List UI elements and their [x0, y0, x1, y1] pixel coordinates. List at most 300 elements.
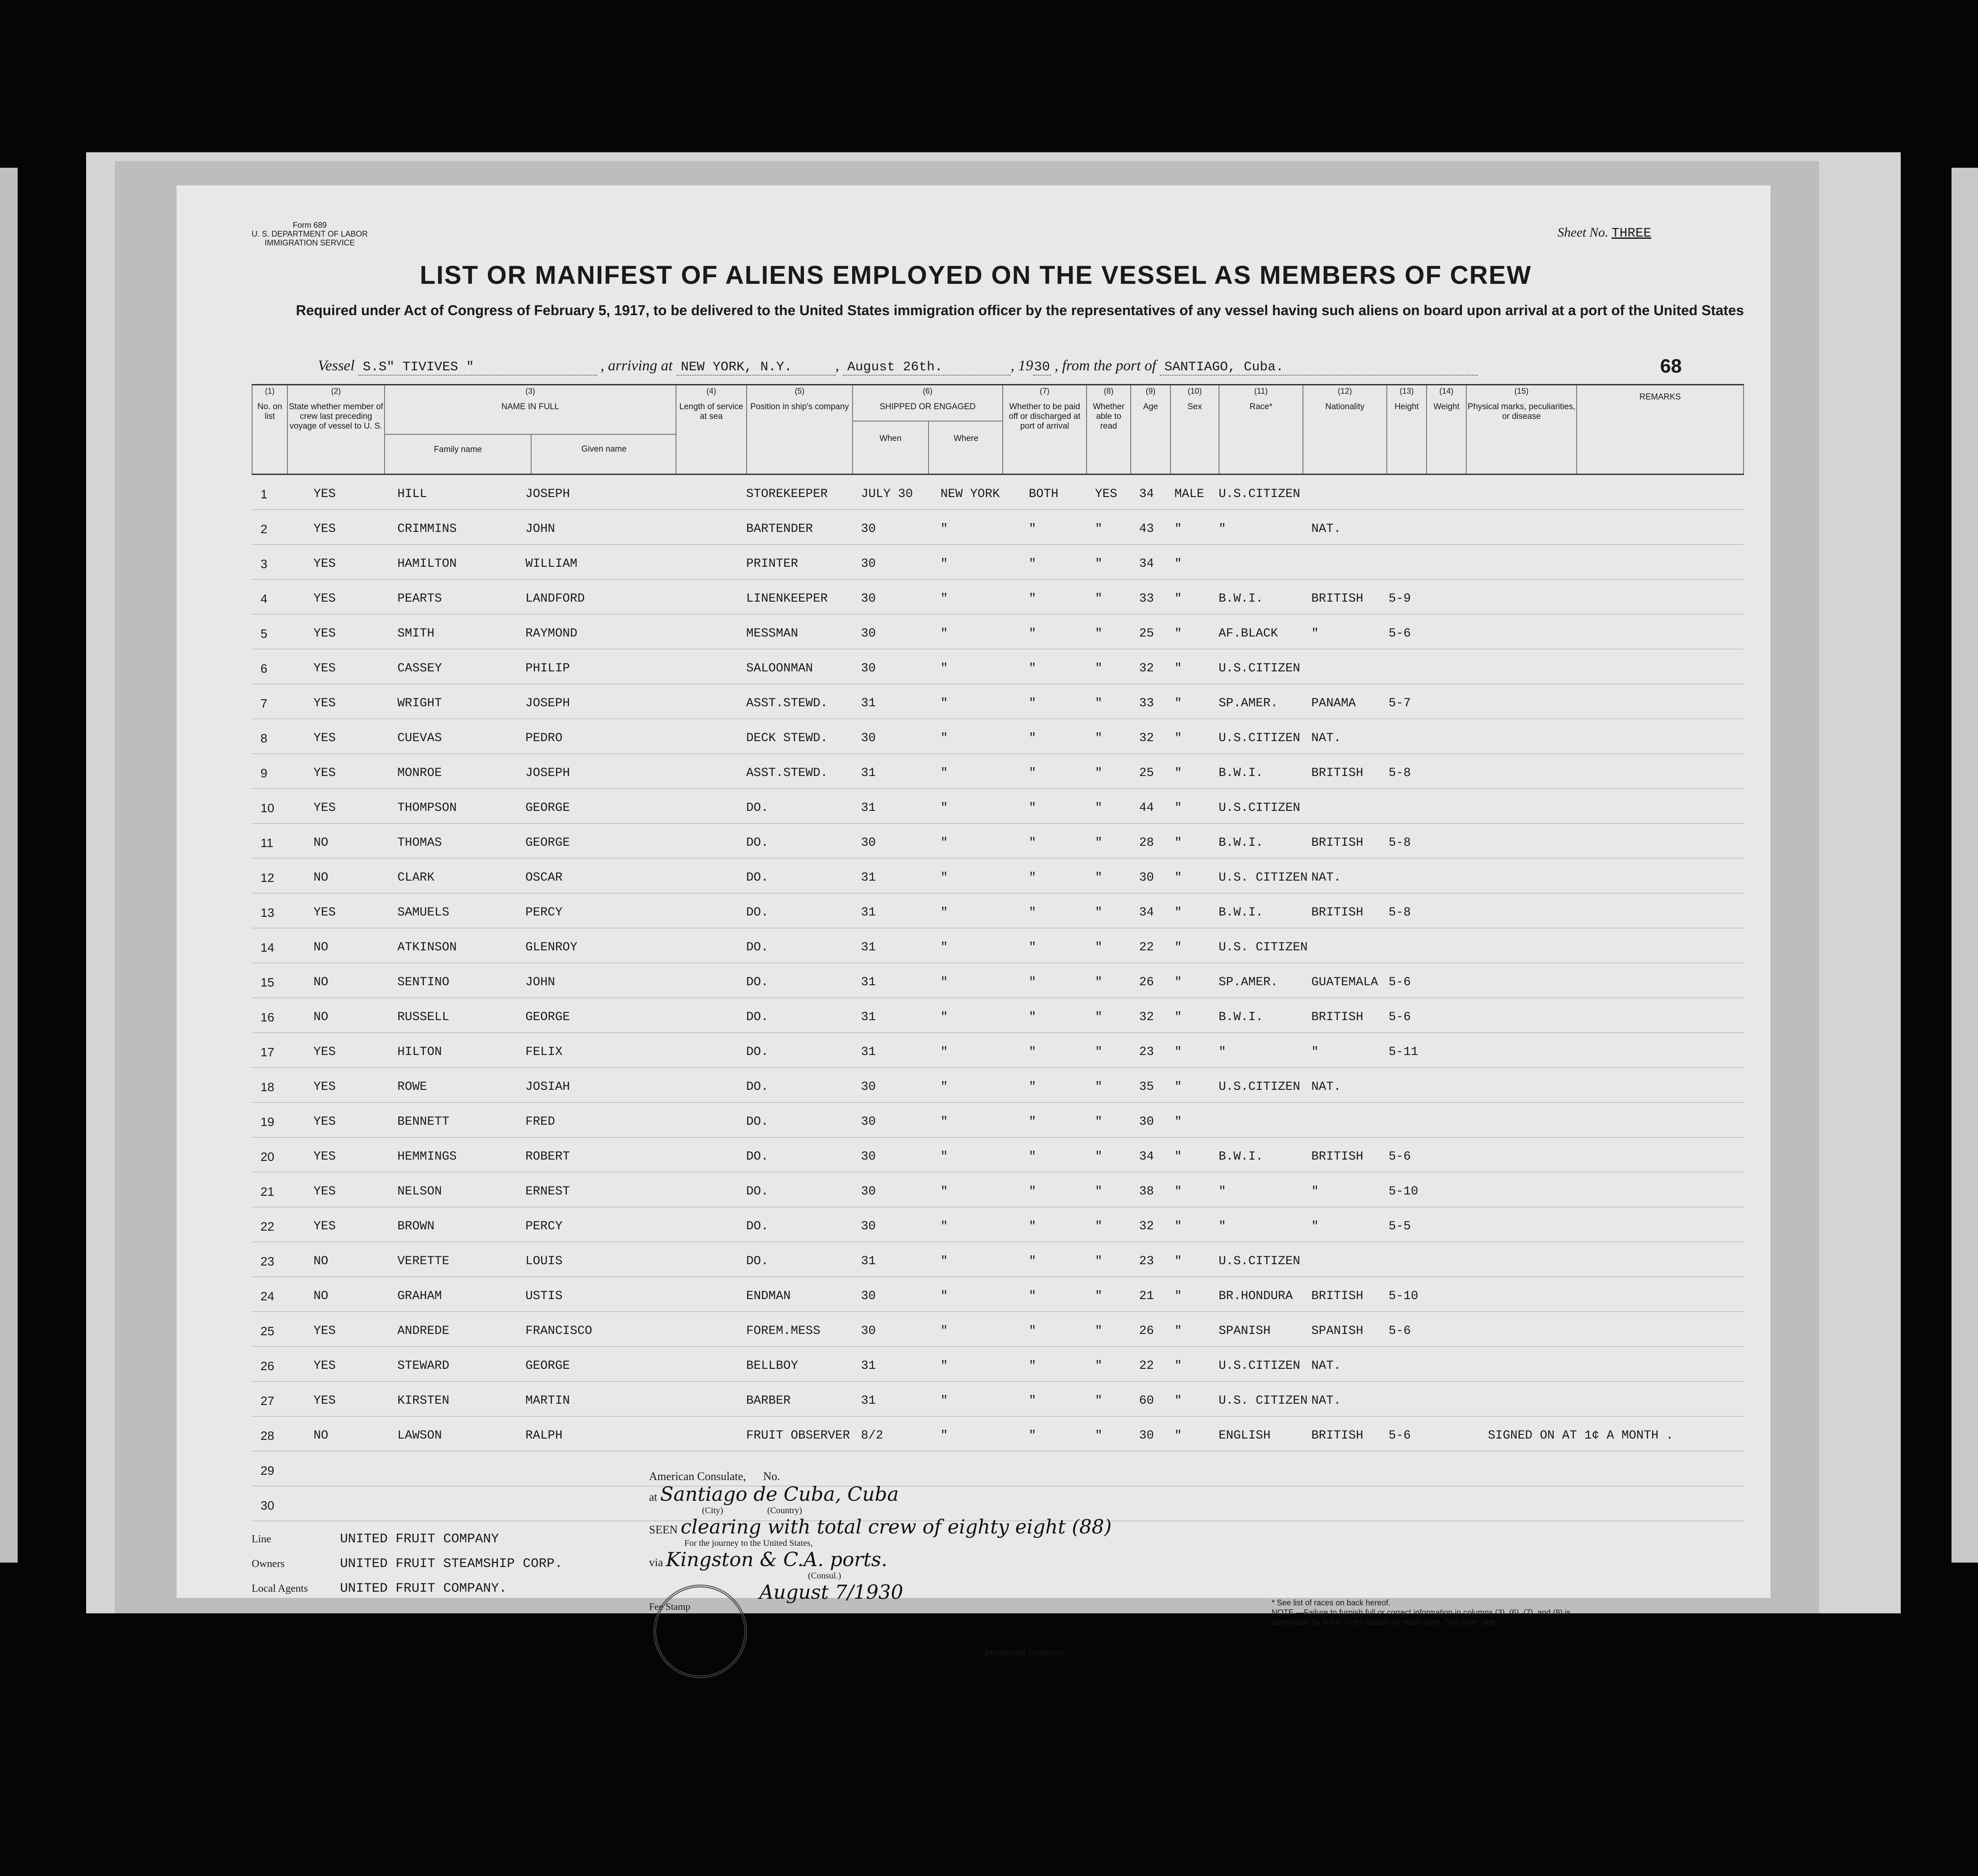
cell-when: 8/2: [861, 1429, 883, 1443]
table-row: [252, 1416, 1744, 1451]
cell-race: U.S.CITIZEN: [1219, 1080, 1300, 1094]
cell-age: 25: [1139, 766, 1154, 780]
cell-race: ": [1219, 522, 1226, 536]
cell-where: ": [940, 697, 948, 710]
cell-no: 21: [260, 1185, 275, 1198]
cell-prev: YES: [313, 522, 336, 536]
fee-stamp-label: Fee Stamp: [649, 1601, 691, 1612]
cell-given: ERNEST: [525, 1185, 570, 1198]
cell-height: 5-11: [1389, 1045, 1419, 1059]
cell-no: 30: [260, 1499, 275, 1512]
cell-read: ": [1095, 1010, 1102, 1024]
cell-sex: ": [1174, 522, 1182, 536]
manifest-form: [185, 194, 1766, 1658]
cell-paid: ": [1029, 1394, 1036, 1408]
cell-no: 4: [260, 592, 268, 606]
cell-race: U.S. CITIZEN: [1219, 1394, 1308, 1408]
cell-given: RAYMOND: [525, 627, 578, 640]
cell-where: ": [940, 1045, 948, 1059]
cell-height: 5-8: [1389, 906, 1411, 919]
cell-position: ASST.STEWD.: [746, 766, 828, 780]
cell-read: ": [1095, 1115, 1102, 1129]
cell-read: ": [1095, 1394, 1102, 1408]
cell-prev: NO: [313, 836, 328, 850]
cell-prev: YES: [313, 1185, 336, 1198]
cell-prev: YES: [313, 731, 336, 745]
cell-nat: BRITISH: [1311, 836, 1363, 850]
sheet-number: [1558, 225, 1652, 241]
cell-no: 25: [260, 1324, 275, 1338]
cell-race: AF.BLACK: [1219, 627, 1278, 640]
cell-given: PERCY: [525, 906, 563, 919]
cell-family: CLARK: [397, 871, 435, 885]
line-row: Line UNITED FRUIT COMPANY: [252, 1532, 499, 1547]
cell-where: ": [940, 592, 948, 606]
cell-height: 5-8: [1389, 766, 1411, 780]
cell-sex: ": [1174, 1185, 1182, 1198]
cell-age: 44: [1139, 801, 1154, 815]
cell-read: ": [1095, 976, 1102, 989]
cell-read: ": [1095, 697, 1102, 710]
cell-given: JOSEPH: [525, 697, 570, 710]
cell-age: 43: [1139, 522, 1154, 536]
cell-age: 33: [1139, 697, 1154, 710]
cell-nat: BRITISH: [1311, 1429, 1363, 1443]
adjacent-page-right: [1952, 168, 1978, 1563]
cell-where: ": [940, 1010, 948, 1024]
table-row: [252, 614, 1744, 649]
cell-remarks: SIGNED ON AT 1¢ A MONTH .: [1488, 1429, 1674, 1443]
cell-age: 30: [1139, 871, 1154, 885]
cell-when: 31: [861, 871, 876, 885]
cell-age: 28: [1139, 836, 1154, 850]
cell-no: 24: [260, 1289, 275, 1303]
cell-when: 30: [861, 836, 876, 850]
cell-when: 31: [861, 1394, 876, 1408]
cell-family: CUEVAS: [397, 731, 442, 745]
cell-when: 30: [861, 731, 876, 745]
table-row: [252, 545, 1744, 580]
cell-family: WRIGHT: [397, 697, 442, 710]
cell-family: SAMUELS: [397, 906, 449, 919]
table-row: [252, 754, 1744, 789]
cell-where: ": [940, 557, 948, 571]
cell-paid: ": [1029, 662, 1036, 675]
cell-when: 30: [861, 1185, 876, 1198]
cell-sex: ": [1174, 906, 1182, 919]
cell-sex: ": [1174, 1115, 1182, 1129]
cell-paid: ": [1029, 1010, 1036, 1024]
cell-paid: ": [1029, 906, 1036, 919]
cell-where: ": [940, 1324, 948, 1338]
table-row: [252, 719, 1744, 754]
cell-position: LINENKEEPER: [746, 592, 828, 606]
cell-given: OSCAR: [525, 871, 563, 885]
col-nationality: (12) Nationality: [1302, 385, 1386, 474]
cell-sex: ": [1174, 1289, 1182, 1303]
cell-no: 5: [260, 627, 268, 640]
cell-no: 11: [260, 836, 274, 850]
cell-prev: YES: [313, 1150, 336, 1164]
cell-nat: NAT.: [1311, 1394, 1341, 1408]
col-length-service: (4) Length of service at sea: [676, 385, 746, 474]
cell-age: 38: [1139, 1185, 1154, 1198]
table-row: [252, 649, 1744, 684]
cell-paid: ": [1029, 976, 1036, 989]
cell-no: 1: [260, 487, 268, 501]
cell-sex: ": [1174, 1429, 1182, 1443]
col-sex: (10) Sex: [1170, 385, 1219, 474]
cell-read: ": [1095, 1150, 1102, 1164]
cell-read: ": [1095, 662, 1102, 675]
cell-age: 34: [1139, 906, 1154, 919]
cell-age: 26: [1139, 976, 1154, 989]
table-row: [252, 1033, 1744, 1068]
cell-race: B.W.I.: [1219, 766, 1263, 780]
cell-when: 30: [861, 1220, 876, 1233]
cell-given: FRANCISCO: [525, 1324, 593, 1338]
cell-position: DO.: [746, 1115, 769, 1129]
table-row: [252, 684, 1744, 719]
cell-where: ": [940, 662, 948, 675]
table-row: [252, 1103, 1744, 1138]
cell-position: DO.: [746, 906, 769, 919]
table-row: [252, 893, 1744, 928]
cell-read: ": [1095, 941, 1102, 954]
cell-paid: ": [1029, 766, 1036, 780]
arriving-value: NEW YORK, N.Y.: [676, 360, 835, 376]
cell-position: DO.: [746, 1080, 769, 1094]
cell-height: 5-6: [1389, 1150, 1411, 1164]
table-row: [252, 928, 1744, 963]
year-prefix: 19: [1018, 358, 1033, 374]
consulate-city: at Santiago de Cuba, Cuba: [649, 1483, 899, 1506]
cell-position: ENDMAN: [746, 1289, 791, 1303]
cell-prev: NO: [313, 871, 328, 885]
cell-race: SP.AMER.: [1219, 697, 1278, 710]
cell-family: VERETTE: [397, 1254, 449, 1268]
table-row: [252, 1138, 1744, 1172]
cell-read: ": [1095, 557, 1102, 571]
cell-where: ": [940, 906, 948, 919]
cell-where: ": [940, 731, 948, 745]
from-label: , from the port of: [1054, 358, 1156, 374]
cell-race: U.S. CITIZEN: [1219, 941, 1308, 954]
cell-when: 31: [861, 941, 876, 954]
cell-height: 5-9: [1389, 592, 1411, 606]
page-subtitle: Required under Act of Congress of February 5, 1917, to be delivered to the United States immigration officer by the representatives of any vessel having such aliens on board upon arrival at a port of the United States: [296, 302, 1744, 318]
cell-age: 23: [1139, 1254, 1154, 1268]
cell-age: 32: [1139, 1220, 1154, 1233]
cell-prev: NO: [313, 1254, 328, 1268]
cell-race: ": [1219, 1220, 1226, 1233]
vessel-value: S.S" TIVIVES ": [359, 360, 597, 376]
cell-sex: ": [1174, 1220, 1182, 1233]
cell-where: ": [940, 836, 948, 850]
cell-given: GEORGE: [525, 1359, 570, 1373]
cell-no: 2: [260, 522, 268, 536]
cell-prev: YES: [313, 1394, 336, 1408]
cell-prev: YES: [313, 906, 336, 919]
cell-sex: ": [1174, 1080, 1182, 1094]
cell-age: 32: [1139, 1010, 1154, 1024]
cell-given: JOSEPH: [525, 487, 570, 501]
table-row: [252, 1068, 1744, 1103]
cell-family: CASSEY: [397, 662, 442, 675]
col-remarks: REMARKS: [1576, 385, 1744, 474]
cell-where: ": [940, 801, 948, 815]
cell-sex: MALE: [1174, 487, 1204, 501]
cell-no: 18: [260, 1080, 275, 1094]
cell-prev: NO: [313, 976, 328, 989]
cell-read: ": [1095, 1185, 1102, 1198]
cell-no: 3: [260, 557, 268, 571]
cell-where: NEW YORK: [940, 487, 1000, 501]
cell-position: BELLBOY: [746, 1359, 798, 1373]
cell-family: LAWSON: [397, 1429, 442, 1443]
table-row: [252, 475, 1744, 510]
cell-family: HEMMINGS: [397, 1150, 457, 1164]
cell-read: YES: [1095, 487, 1117, 501]
cell-given: JOSEPH: [525, 766, 570, 780]
table-row: [252, 580, 1744, 614]
cell-no: 10: [260, 801, 275, 815]
adjacent-page-left: [0, 168, 18, 1563]
cell-family: ROWE: [397, 1080, 427, 1094]
cell-no: 15: [260, 976, 275, 989]
cell-paid: ": [1029, 1359, 1036, 1373]
cell-prev: YES: [313, 627, 336, 640]
consul-label: (Consul.): [808, 1571, 841, 1581]
cell-read: ": [1095, 1080, 1102, 1094]
table-row: [252, 859, 1744, 893]
cell-paid: ": [1029, 1080, 1036, 1094]
cell-paid: ": [1029, 871, 1036, 885]
cell-given: GEORGE: [525, 1010, 570, 1024]
cell-read: ": [1095, 836, 1102, 850]
cell-read: ": [1095, 522, 1102, 536]
cell-read: ": [1095, 1254, 1102, 1268]
cell-sex: ": [1174, 801, 1182, 815]
cell-position: DECK STEWD.: [746, 731, 828, 745]
cell-age: 26: [1139, 1324, 1154, 1338]
cell-family: PEARTS: [397, 592, 442, 606]
cell-read: ": [1095, 766, 1102, 780]
consulate-seal: [653, 1585, 747, 1678]
cell-family: GRAHAM: [397, 1289, 442, 1303]
cell-sex: ": [1174, 731, 1182, 745]
col-previous-voyage: (2) State whether member of crew last preceding voyage of vessel to U. S.: [287, 385, 384, 474]
cell-nat: BRITISH: [1311, 1150, 1363, 1164]
cell-race: SP.AMER.: [1219, 976, 1278, 989]
cell-no: 14: [260, 941, 275, 954]
agents-row: Local Agents UNITED FRUIT COMPANY.: [252, 1581, 507, 1596]
cell-when: 30: [861, 627, 876, 640]
cell-height: 5-6: [1389, 1429, 1411, 1443]
cell-where: ": [940, 1220, 948, 1233]
cell-prev: NO: [313, 941, 328, 954]
cell-no: 27: [260, 1394, 275, 1408]
cell-family: NELSON: [397, 1185, 442, 1198]
cell-when: 30: [861, 557, 876, 571]
cell-prev: NO: [313, 1289, 328, 1303]
cell-position: DO.: [746, 976, 769, 989]
cell-prev: YES: [313, 801, 336, 815]
arrival-date: August 26th.: [843, 360, 1011, 376]
cell-no: 17: [260, 1045, 275, 1059]
cell-height: 5-8: [1389, 836, 1411, 850]
cell-read: ": [1095, 1429, 1102, 1443]
cell-sex: ": [1174, 941, 1182, 954]
form-header: [252, 221, 368, 247]
cell-position: DO.: [746, 1185, 769, 1198]
cell-when: 31: [861, 976, 876, 989]
table-row: [252, 1312, 1744, 1347]
cell-paid: ": [1029, 1220, 1036, 1233]
cell-read: ": [1095, 801, 1102, 815]
cell-prev: NO: [313, 1429, 328, 1443]
cell-read: ": [1095, 871, 1102, 885]
cell-given: ROBERT: [525, 1150, 570, 1164]
table-row: [252, 1172, 1744, 1207]
cell-prev: YES: [313, 1359, 336, 1373]
footer-block: [252, 1532, 562, 1606]
cell-prev: NO: [313, 1010, 328, 1024]
cell-when: 31: [861, 1010, 876, 1024]
cell-no: 29: [260, 1464, 275, 1477]
cell-family: ATKINSON: [397, 941, 457, 954]
cell-no: 12: [260, 871, 275, 885]
cell-no: 26: [260, 1359, 275, 1373]
cell-where: ": [940, 1289, 948, 1303]
col-read: (8) Whether able to read: [1086, 385, 1130, 474]
cell-nat: PANAMA: [1311, 697, 1356, 710]
cell-nat: BRITISH: [1311, 906, 1363, 919]
cell-given: LANDFORD: [525, 592, 585, 606]
cell-paid: ": [1029, 1254, 1036, 1268]
cell-given: JOHN: [525, 976, 555, 989]
cell-paid: ": [1029, 592, 1036, 606]
cell-height: 5-6: [1389, 1010, 1411, 1024]
cell-position: DO.: [746, 801, 769, 815]
service: IMMIGRATION SERVICE: [264, 238, 355, 247]
col-height: (13) Height: [1386, 385, 1426, 474]
cell-prev: YES: [313, 487, 336, 501]
cell-given: FELIX: [525, 1045, 563, 1059]
cell-nat: NAT.: [1311, 522, 1341, 536]
cell-nat: NAT.: [1311, 871, 1341, 885]
cell-no: 13: [260, 906, 275, 919]
cell-sex: ": [1174, 766, 1182, 780]
cell-family: SENTINO: [397, 976, 449, 989]
owners-row: Owners UNITED FRUIT STEAMSHIP CORP.: [252, 1556, 563, 1571]
cell-sex: ": [1174, 557, 1182, 571]
cell-prev: YES: [313, 1115, 336, 1129]
col-physical-marks: (15) Physical marks, peculiarities, or disease: [1466, 385, 1576, 474]
cell-age: 21: [1139, 1289, 1154, 1303]
journey-label: For the journey to the United States,: [684, 1538, 813, 1548]
cell-where: ": [940, 976, 948, 989]
cell-read: ": [1095, 627, 1102, 640]
consul-date: August 7/1930: [759, 1581, 903, 1604]
cell-where: ": [940, 1080, 948, 1094]
cell-age: 34: [1139, 487, 1154, 501]
cell-family: RUSSELL: [397, 1010, 449, 1024]
cell-age: 30: [1139, 1429, 1154, 1443]
col-name: (3) NAME IN FULL Family name Given name: [384, 385, 676, 474]
cell-sex: ": [1174, 1324, 1182, 1338]
cell-nat: ": [1311, 1045, 1319, 1059]
col-paid-off: (7) Whether to be paid off or discharged at port of arrival: [1002, 385, 1086, 474]
cell-given: PERCY: [525, 1220, 563, 1233]
col-position: (5) Position in ship's company: [746, 385, 852, 474]
cell-race: U.S.CITIZEN: [1219, 1359, 1300, 1373]
cell-paid: ": [1029, 522, 1036, 536]
table-header: [252, 384, 1744, 475]
cell-paid: ": [1029, 1429, 1036, 1443]
table-row: [252, 824, 1744, 859]
cell-prev: YES: [313, 1080, 336, 1094]
cell-read: ": [1095, 1220, 1102, 1233]
cell-when: 30: [861, 1150, 876, 1164]
cell-height: 5-6: [1389, 1324, 1411, 1338]
cell-given: PEDRO: [525, 731, 563, 745]
cell-sex: ": [1174, 871, 1182, 885]
cell-given: JOHN: [525, 522, 555, 536]
cell-prev: YES: [313, 766, 336, 780]
cell-given: GLENROY: [525, 941, 578, 954]
cell-nat: ": [1311, 1220, 1319, 1233]
cell-sex: ": [1174, 662, 1182, 675]
col-no: (1) No. on list: [252, 385, 287, 474]
cell-race: B.W.I.: [1219, 906, 1263, 919]
footnote: * See list of races on back hereof. NOTE.—Failure to furnish full or correct information in columns (3), (6), (7), and (8) is punishable by a fine of ten dollars for each alien. See other side.: [1272, 1598, 1571, 1627]
cell-race: ": [1219, 1045, 1226, 1059]
cell-where: ": [940, 1394, 948, 1408]
cell-where: ": [940, 1359, 948, 1373]
cell-nat: NAT.: [1311, 1080, 1341, 1094]
vessel-label: Vessel: [318, 358, 355, 374]
cell-prev: YES: [313, 1045, 336, 1059]
table-row: [252, 1242, 1744, 1277]
cell-age: 25: [1139, 627, 1154, 640]
cell-given: WILLIAM: [525, 557, 578, 571]
cell-age: 22: [1139, 941, 1154, 954]
cell-paid: ": [1029, 1185, 1036, 1198]
cell-position: MESSMAN: [746, 627, 798, 640]
cell-paid: ": [1029, 1150, 1036, 1164]
cell-height: 5-10: [1389, 1185, 1419, 1198]
cell-paid: ": [1029, 731, 1036, 745]
cell-sex: ": [1174, 1359, 1182, 1373]
cell-nat: GUATEMALA: [1311, 976, 1378, 989]
cell-paid: ": [1029, 627, 1036, 640]
table-row: [252, 1382, 1744, 1416]
cell-where: ": [940, 627, 948, 640]
cell-family: MONROE: [397, 766, 442, 780]
cell-when: 30: [861, 662, 876, 675]
cell-paid: ": [1029, 697, 1036, 710]
inspector-label: Immigrant Inspector.: [985, 1646, 1066, 1658]
cell-position: SALOONMAN: [746, 662, 813, 675]
table-row: [252, 963, 1744, 998]
cell-nat: BRITISH: [1311, 1010, 1363, 1024]
form-number: Form 689: [293, 221, 327, 230]
cell-position: BARBER: [746, 1394, 791, 1408]
cell-read: ": [1095, 1045, 1102, 1059]
cell-position: FRUIT OBSERVER: [746, 1429, 850, 1443]
seen-line: SEEN clearing with total crew of eighty eight (88): [649, 1516, 1112, 1538]
